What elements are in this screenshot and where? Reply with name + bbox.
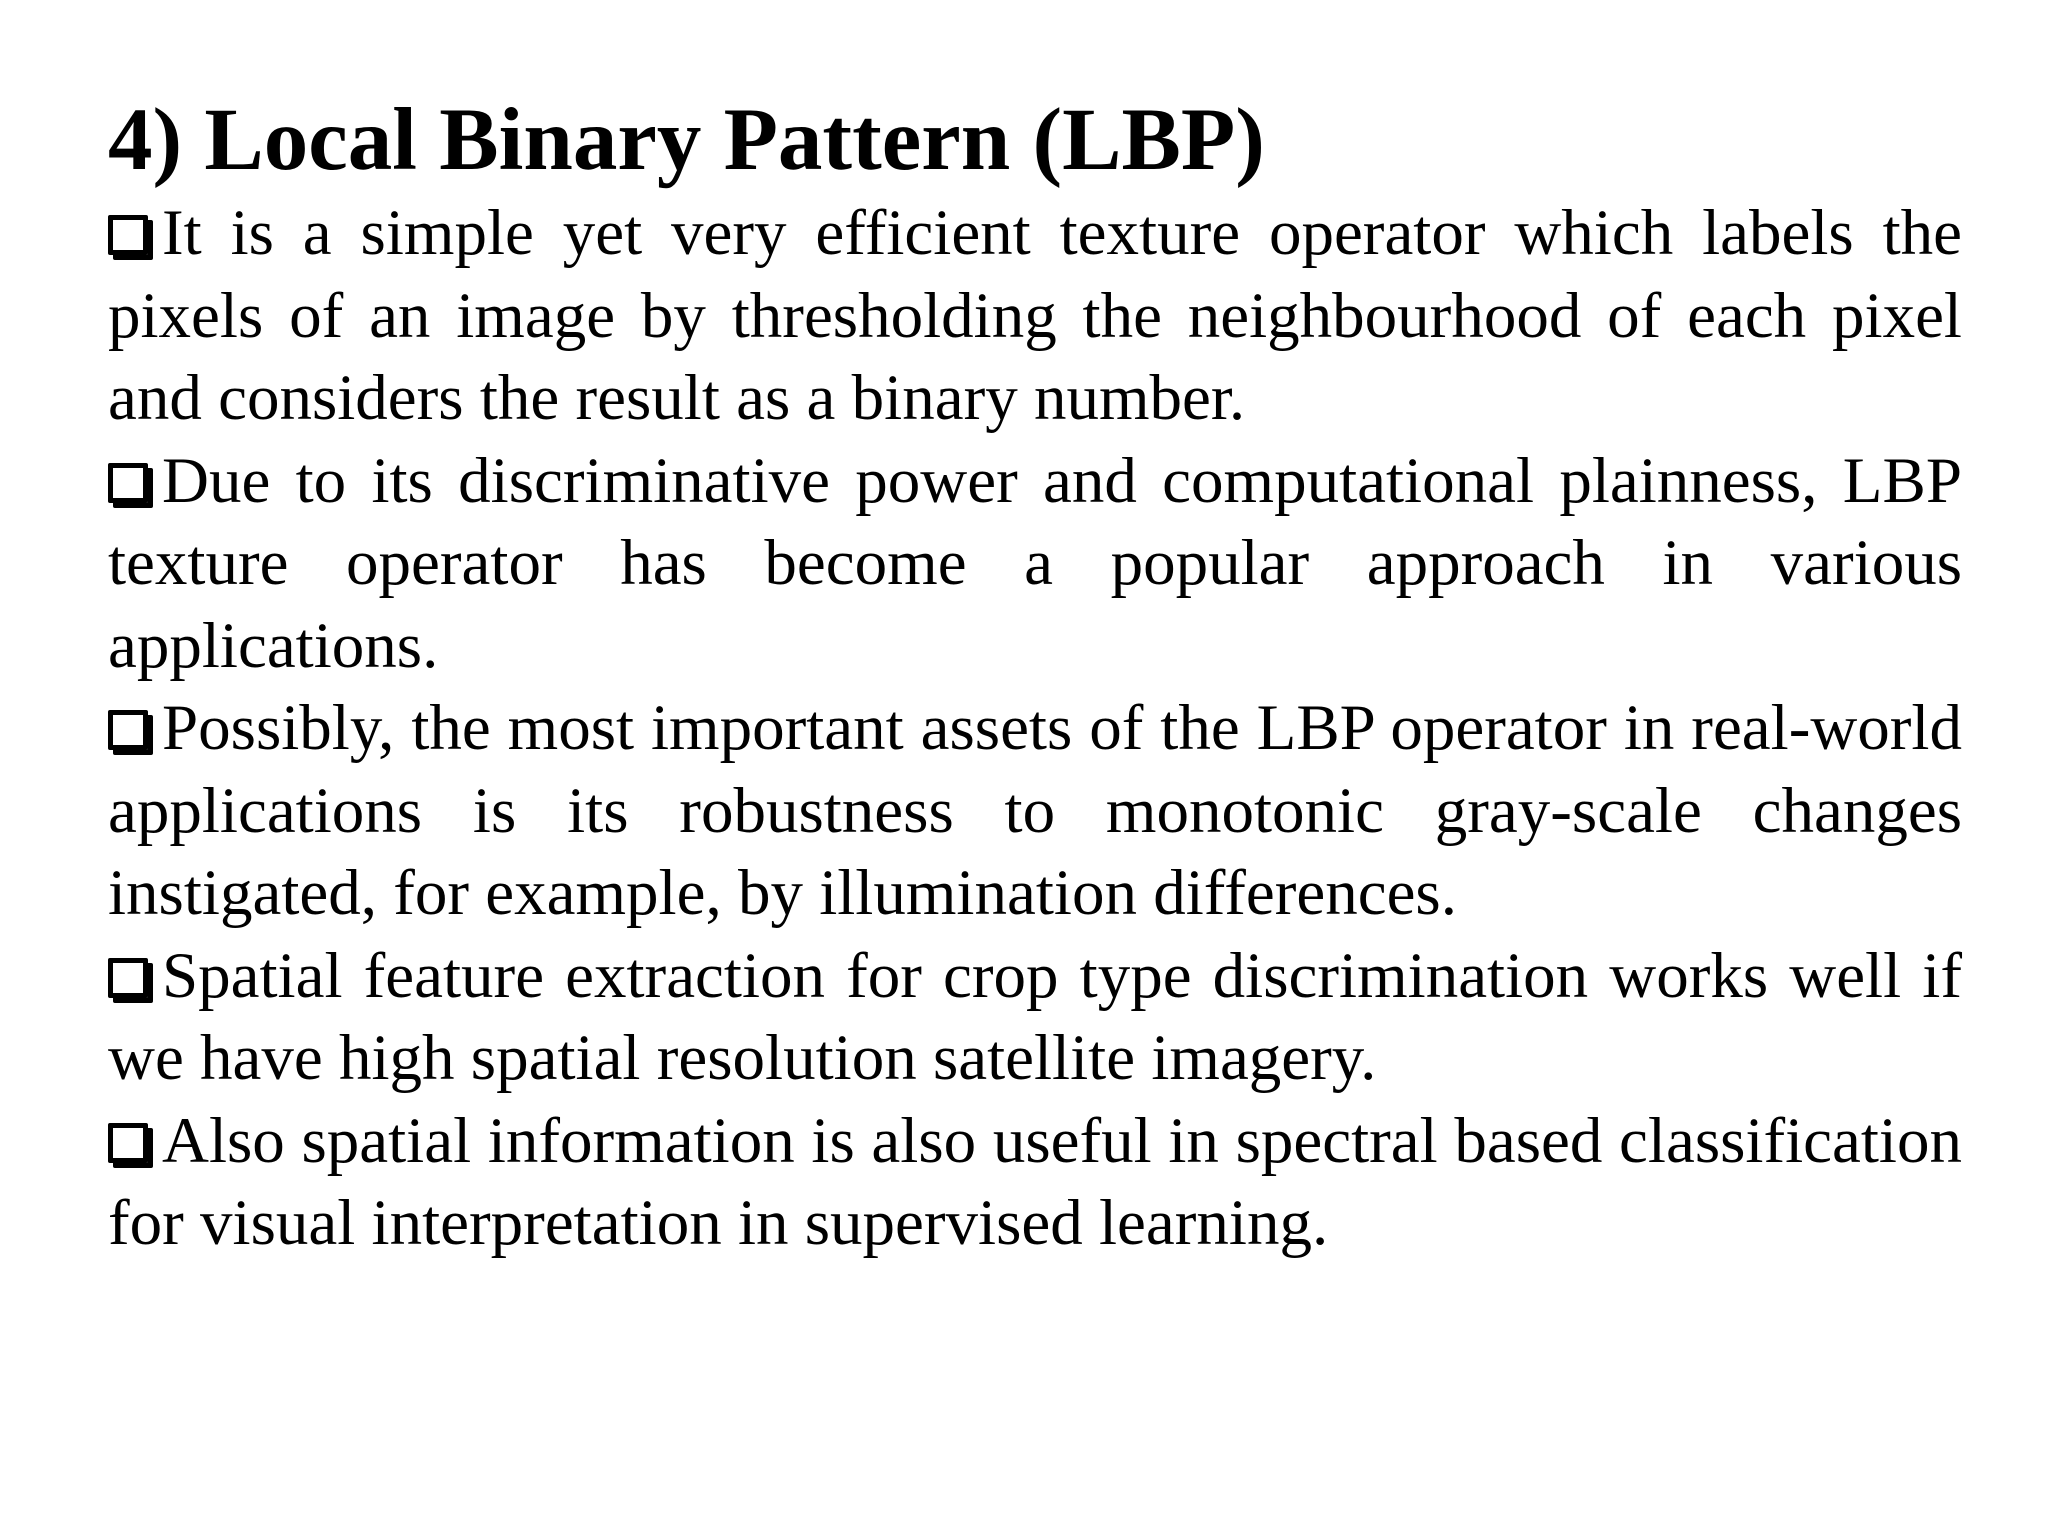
bullet-item <box>108 935 1962 1100</box>
bullet-item <box>108 1100 1962 1265</box>
bullet-text: It is a simple yet very efficient texture operator which labels the pixels of an image by thresholding the neighbourhood of each pixel and considers the result as a binary number. <box>108 197 1962 434</box>
bullet-item <box>108 440 1962 688</box>
checkbox-square-icon <box>108 710 148 750</box>
checkbox-square-icon <box>108 1123 148 1163</box>
bullet-text: Spatial feature extraction for crop type discrimination works well if we have high spatial resolution satellite imagery. <box>108 939 1962 1094</box>
bullet-text: Also spatial information is also useful in spectral based classification for visual interpretation in supervised learning. <box>108 1104 1962 1259</box>
bullet-text: Possibly, the most important assets of the LBP operator in real-world applications is its robustness to monotonic gray-scale changes instigated, for example, by illumination differences. <box>108 692 1962 929</box>
bullet-item <box>108 687 1962 935</box>
checkbox-square-icon <box>108 215 148 255</box>
checkbox-square-icon <box>108 463 148 503</box>
bullet-item <box>108 192 1962 440</box>
bullet-text: Due to its discriminative power and computational plainness, LBP texture operator has become a popular approach in various applications. <box>108 444 1962 682</box>
bullet-list <box>108 192 1962 1265</box>
checkbox-square-icon <box>108 958 148 998</box>
slide-title: 4) Local Binary Pattern (LBP) <box>108 91 1265 189</box>
